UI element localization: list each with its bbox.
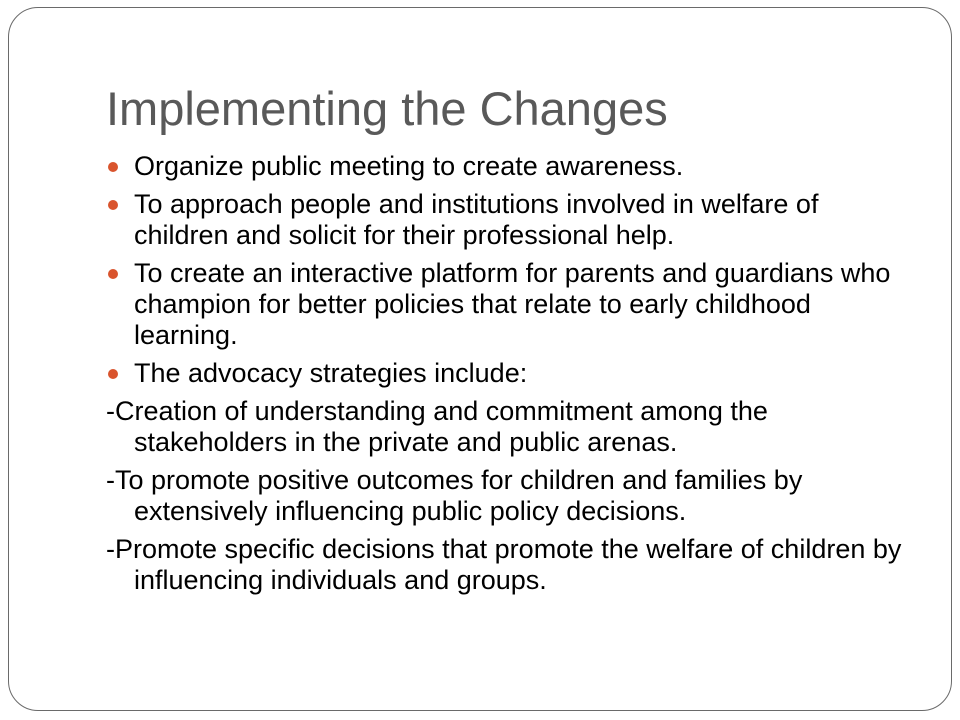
bullet-item-4: [106, 358, 906, 389]
strategy-text: -To promote positive outcomes for children and families by extensively influencing public policy decisions.: [106, 465, 803, 526]
strategy-text: -Creation of understanding and commitment among the stakeholders in the private and public arenas.: [106, 396, 768, 457]
bullet-dot-icon: [108, 200, 118, 210]
strategy-item-1: [106, 396, 906, 458]
bullet-text: To approach people and institutions involved in welfare of children and solicit for their professional help.: [134, 189, 819, 250]
slide-title: Implementing the Changes: [106, 82, 668, 135]
bullet-dot-icon: [108, 269, 118, 279]
bullet-item-2: [106, 189, 906, 251]
strategy-item-3: [106, 534, 906, 596]
bullet-item-3: [106, 258, 906, 351]
bullet-text: Organize public meeting to create awareness.: [134, 151, 684, 181]
bullet-item-1: [106, 151, 906, 182]
bullet-dot-icon: [108, 162, 118, 172]
bullet-text: To create an interactive platform for parents and guardians who champion for better policies that relate to early childhood learning.: [134, 258, 891, 350]
bullet-dot-icon: [108, 369, 118, 379]
bullet-text: The advocacy strategies include:: [134, 358, 528, 388]
strategy-text: -Promote specific decisions that promote the welfare of children by influencing individuals and groups.: [106, 534, 902, 595]
strategy-item-2: [106, 465, 906, 527]
slide-body-list: [106, 151, 906, 603]
